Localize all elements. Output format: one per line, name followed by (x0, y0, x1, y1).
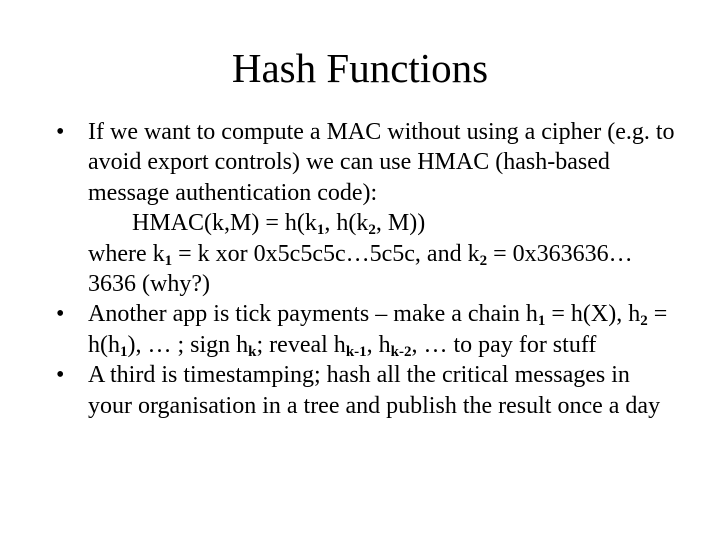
bullet-text: A third is timestamping; hash all the critical messages in your organisation in a tree and publish the result once a day (88, 362, 661, 419)
text-run: , h (366, 331, 391, 358)
subscript: 1 (120, 343, 128, 360)
bullet-marker: • (56, 301, 65, 328)
bullet-item-timestamping (56, 360, 676, 421)
keys-text: where k (88, 240, 165, 267)
keys-subscript: 1 (164, 252, 173, 269)
hmac-keys-explanation (88, 239, 676, 300)
text-run: Another app is tick payments – make a chain h (88, 301, 538, 328)
subscript: k-1 (345, 343, 367, 360)
text-run: = h(X), h (545, 301, 641, 328)
bullet-marker: • (56, 362, 65, 389)
keys-text: = k xor 0x5c5c5c…5c5c, and k (172, 240, 480, 267)
hmac-formula (88, 208, 676, 238)
keys-subscript: 2 (479, 252, 488, 269)
formula-text: HMAC(k,M) = h(k (132, 210, 317, 237)
subscript: 1 (537, 313, 546, 330)
text-run: , … to pay for stuff (411, 331, 597, 358)
subscript: 2 (640, 313, 648, 330)
subscript: k-2 (390, 343, 412, 360)
text-run: = h(h (88, 301, 668, 358)
bullet-item-tick-payments (56, 299, 676, 360)
formula-subscript: 2 (368, 222, 376, 239)
bullet-text: If we want to compute a MAC without using a cipher (e.g. to avoid export controls) we can use HMAC (hash-based message authentication code): (88, 119, 675, 206)
keys-text: = 0x363636…3636 (why?) (88, 240, 633, 298)
formula-text: , M)) (375, 210, 426, 237)
text-run: ; reveal h (256, 331, 346, 358)
bullet-text (88, 299, 676, 360)
slide-body (56, 117, 676, 421)
bullet-marker: • (56, 119, 65, 145)
slide-title: Hash Functions (231, 45, 489, 91)
bullet-item-hmac (56, 117, 676, 299)
formula-subscript: 1 (316, 222, 325, 239)
formula-text: , h(k (324, 210, 369, 237)
subscript: k (248, 343, 257, 360)
text-run: ), … ; sign h (127, 331, 249, 358)
